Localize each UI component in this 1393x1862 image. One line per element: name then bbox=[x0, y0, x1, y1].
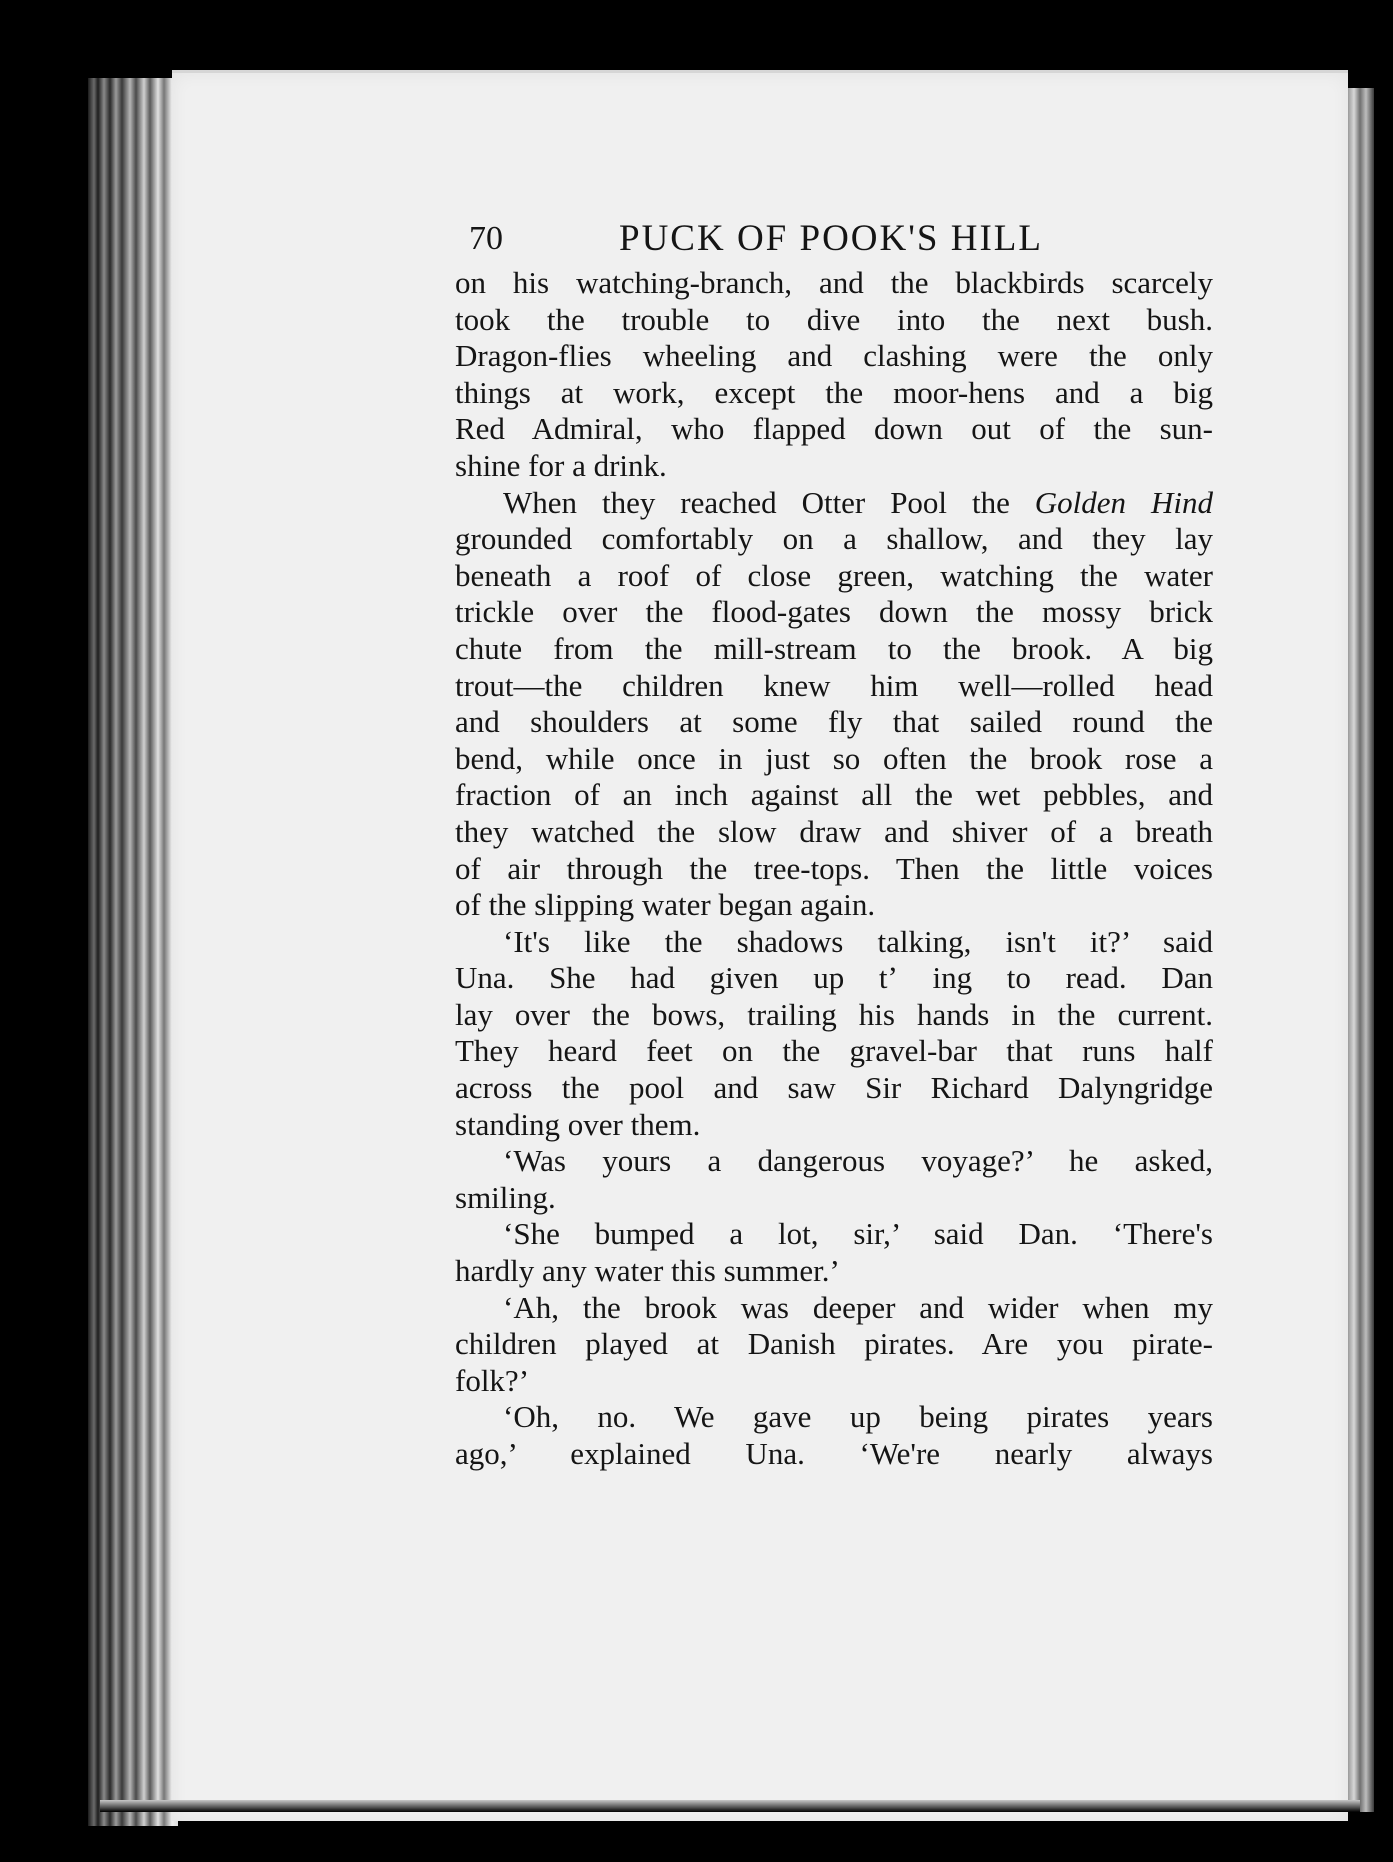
boat-name: Golden Hind bbox=[1034, 484, 1213, 520]
text-line: ‘Oh, no. We gave up being pirates years bbox=[503, 1399, 1213, 1435]
page-header bbox=[469, 215, 1069, 265]
text-line: folk?’ bbox=[455, 1362, 530, 1398]
page-bottom-shadow bbox=[100, 1800, 1360, 1812]
text-line: They heard feet on the gravel-bar that runs half bbox=[455, 1033, 1213, 1069]
text-line: across the pool and saw Sir Richard Dalyngridge bbox=[455, 1070, 1213, 1106]
text-line: beneath a roof of close green, watching the water bbox=[455, 557, 1213, 593]
text-line bbox=[455, 485, 1213, 522]
text-line: of air through the tree-tops. Then the little voices bbox=[455, 850, 1213, 886]
text-line: hardly any water this summer.’ bbox=[455, 1253, 840, 1289]
text-line: bend, while once in just so often the brook rose a bbox=[455, 740, 1213, 776]
text-line: ago,’ explained Una. ‘We're nearly always bbox=[455, 1436, 1213, 1471]
running-title: PUCK OF POOK'S HILL bbox=[619, 218, 1043, 259]
book-edge-left bbox=[88, 78, 178, 1826]
text-line: ‘Was yours a dangerous voyage?’ he asked, bbox=[503, 1143, 1213, 1179]
text-line: ‘She bumped a lot, sir,’ said Dan. ‘There's bbox=[503, 1216, 1213, 1252]
text-line: Red Admiral, who flapped down out of the sun- bbox=[455, 411, 1213, 447]
text-line: trout—the children knew him well—rolled head bbox=[455, 667, 1213, 703]
text-line: children played at Danish pirates. Are you pirate- bbox=[455, 1326, 1213, 1362]
text-span: When they reached Otter Pool the bbox=[503, 484, 1035, 520]
text-line: took the trouble to dive into the next bush. bbox=[455, 301, 1213, 337]
text-line: and shoulders at some fly that sailed round the bbox=[455, 704, 1213, 740]
text-line: grounded comfortably on a shallow, and they lay bbox=[455, 521, 1213, 557]
text-line: ‘Ah, the brook was deeper and wider when my bbox=[503, 1289, 1213, 1325]
text-line: smiling. bbox=[455, 1179, 556, 1215]
page-number: 70 bbox=[469, 220, 503, 257]
text-line: trickle over the flood-gates down the mossy brick bbox=[455, 594, 1213, 630]
text-line: shine for a drink. bbox=[455, 447, 667, 483]
text-line: Dragon-flies wheeling and clashing were the only bbox=[455, 338, 1213, 374]
text-line: chute from the mill-stream to the brook. A big bbox=[455, 630, 1213, 666]
text-line: things at work, except the moor-hens and a big bbox=[455, 374, 1213, 410]
text-line: they watched the slow draw and shiver of a breath bbox=[455, 813, 1213, 849]
text-line: Una. She had given up tʼ ing to read. Dan bbox=[455, 960, 1213, 996]
text-line: ‘It's like the shadows talking, isn't it?’ said bbox=[503, 923, 1213, 959]
text-line: standing over them. bbox=[455, 1106, 701, 1142]
text-line: fraction of an inch against all the wet pebbles, and bbox=[455, 777, 1213, 813]
page-text bbox=[455, 215, 1213, 1473]
text-line: on his watching-branch, and the blackbirds scarcely bbox=[455, 265, 1213, 300]
text-line: lay over the bows, trailing his hands in the current. bbox=[455, 996, 1213, 1032]
text-line: of the slipping water began again. bbox=[455, 887, 876, 923]
